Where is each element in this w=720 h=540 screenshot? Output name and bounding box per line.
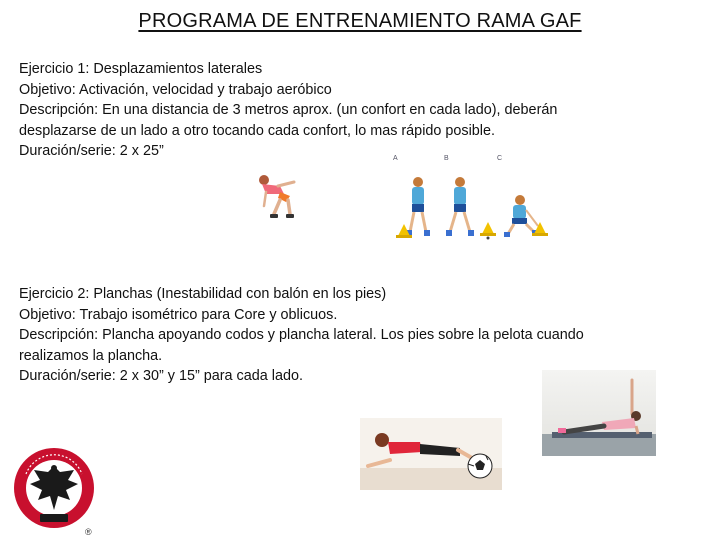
exercise-1-objective: Objetivo: Activación, velocidad y trabajo aeróbico bbox=[19, 81, 332, 98]
diagram-label-c: C bbox=[497, 155, 503, 162]
registered-mark: ® bbox=[85, 527, 92, 537]
exercise-1-name: Ejercicio 1: Desplazamientos laterales bbox=[19, 61, 263, 77]
exercise-2-objective: Objetivo: Trabajo isométrico para Core y oblicuos. bbox=[19, 306, 338, 323]
figure-c bbox=[504, 195, 538, 237]
exercise-2-name: Ejercicio 2: Planchas (Inestabilidad con balón en los pies) bbox=[19, 286, 387, 302]
exercise-1-description: Descripción: En una distancia de 3 metros aprox. (un confort en cada lado), deberán bbox=[19, 102, 558, 119]
club-logo bbox=[12, 438, 102, 538]
page-title: PROGRAMA DE ENTRENAMIENTO RAMA GAF bbox=[138, 10, 582, 32]
exercise-1-description-cont: desplazarse de un lado a otro tocando cada confort, lo mas rápido posible. bbox=[19, 122, 495, 139]
exercise-1-duration: Duración/serie: 2 x 25” bbox=[19, 143, 164, 160]
figure-b bbox=[446, 177, 474, 236]
plank-ball-photo bbox=[360, 418, 502, 490]
exercise-1-text bbox=[19, 59, 709, 162]
lateral-shuffle-image bbox=[250, 172, 302, 222]
exercise-2-description-cont: realizamos la plancha. bbox=[19, 347, 163, 364]
diagram-label-b: B bbox=[444, 155, 449, 162]
exercise-2-description: Descripción: Plancha apoyando codos y plancha lateral. Los pies sobre la pelota cuando bbox=[19, 327, 584, 344]
side-plank-photo bbox=[542, 370, 656, 456]
lateral-shuffle-diagram bbox=[392, 172, 552, 242]
exercise-2-duration: Duración/serie: 2 x 30” y 15” para cada lado. bbox=[19, 368, 303, 385]
diagram-label-a: A bbox=[393, 155, 398, 162]
figure-a bbox=[406, 177, 430, 236]
